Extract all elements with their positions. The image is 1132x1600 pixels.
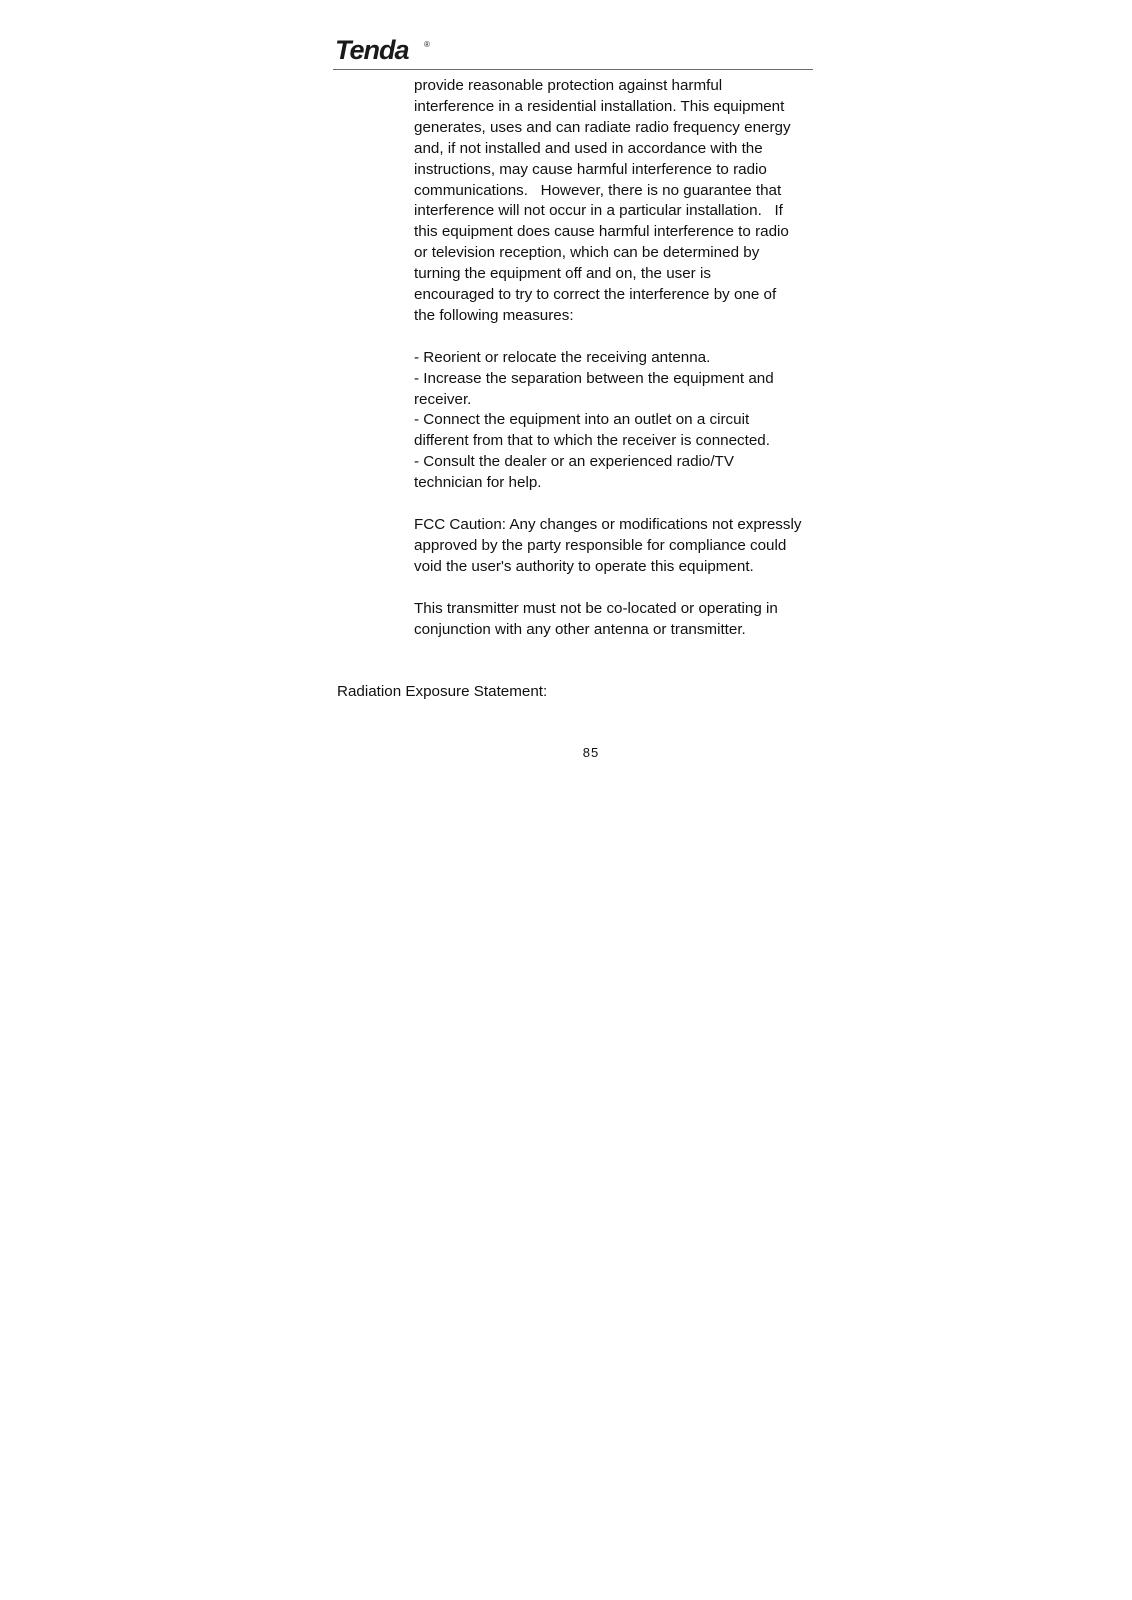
list-item: receiver.: [414, 390, 472, 408]
page-header: [333, 34, 813, 70]
text-line: interference will not occur in a particular installation. If: [414, 202, 783, 220]
text-line: provide reasonable protection against harmful: [414, 77, 723, 94]
section-heading: Radiation Exposure Statement:: [337, 683, 548, 700]
text-line: the following measures:: [414, 306, 574, 324]
svg-text:Tenda: Tenda: [335, 36, 409, 64]
list-item: - Connect the equipment into an outlet on a circuit: [414, 411, 750, 429]
paragraph-gap: [414, 578, 814, 599]
text-line: this equipment does cause harmful interference to radio: [414, 223, 789, 241]
fcc-statement-body: [414, 76, 814, 640]
transmitter-paragraph: [414, 599, 814, 641]
text-line: approved by the party responsible for compliance could: [414, 536, 787, 554]
text-line: interference in a residential installation. This equipment: [414, 97, 785, 115]
text-line: encouraged to try to correct the interference by one of: [414, 286, 777, 304]
text-line: communications. However, there is no guarantee that: [414, 181, 782, 199]
text-line: void the user's authority to operate this equipment.: [414, 557, 754, 575]
list-item: - Consult the dealer or an experienced radio/TV: [414, 453, 734, 471]
intro-paragraph: [414, 76, 814, 327]
text-line: generates, uses and can radiate radio frequency energy: [414, 118, 791, 136]
text-line: turning the equipment off and on, the user is: [414, 265, 711, 283]
list-item: - Reorient or relocate the receiving antenna.: [414, 348, 711, 366]
paragraph-gap: [414, 494, 814, 515]
fcc-caution-paragraph: [414, 515, 814, 578]
paragraph-gap: [414, 327, 814, 348]
text-line: and, if not installed and used in accordance with the: [414, 139, 763, 157]
list-item: - Increase the separation between the equipment and: [414, 369, 774, 387]
text-line: or television reception, which can be determined by: [414, 244, 760, 262]
text-line: conjunction with any other antenna or transmitter.: [414, 620, 746, 638]
text-line: instructions, may cause harmful interference to radio: [414, 160, 767, 178]
page-number: 85: [582, 745, 600, 760]
text-line: This transmitter must not be co-located or operating in: [414, 599, 778, 617]
text-line: FCC Caution: Any changes or modifications not expressly: [414, 516, 802, 533]
list-item: different from that to which the receiver is connected.: [414, 432, 770, 450]
tenda-logo: [335, 36, 435, 64]
list-item: technician for help.: [414, 474, 542, 492]
measures-list: [414, 348, 814, 494]
svg-text:®: ®: [424, 40, 430, 49]
